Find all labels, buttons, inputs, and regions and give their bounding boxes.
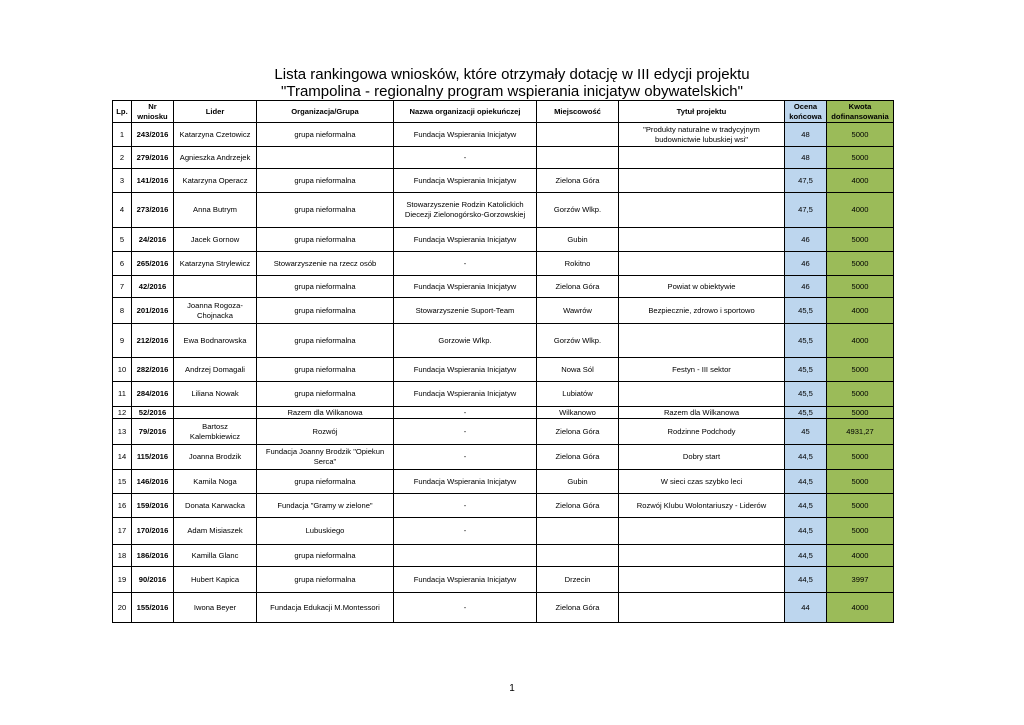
page-number: 1	[509, 683, 515, 694]
cell-lp: 3	[113, 169, 132, 193]
cell-lider: Katarzyna Strylewicz	[174, 252, 257, 276]
table-row	[113, 252, 894, 276]
cell-nr: 155/2016	[132, 593, 174, 623]
cell-lp: 11	[113, 382, 132, 407]
cell-lider: Adam Misiaszek	[174, 518, 257, 545]
cell-nr: 279/2016	[132, 147, 174, 169]
cell-kwota: 5000	[827, 123, 894, 147]
cell-opiekuncza: -	[394, 593, 537, 623]
cell-miejscowosc: Zielona Góra	[537, 593, 619, 623]
cell-lp: 15	[113, 470, 132, 494]
cell-ocena: 44,5	[785, 518, 827, 545]
table-row	[113, 358, 894, 382]
cell-tytul: "Produkty naturalne w tradycyjnym budownictwie lubuskiej wsi"	[619, 123, 785, 147]
cell-nr: 115/2016	[132, 445, 174, 470]
cell-lider: Ewa Bodnarowska	[174, 324, 257, 358]
cell-nr: 273/2016	[132, 193, 174, 228]
cell-ocena: 47,5	[785, 193, 827, 228]
cell-kwota: 3997	[827, 567, 894, 593]
cell-tytul	[619, 147, 785, 169]
cell-kwota: 5000	[827, 518, 894, 545]
cell-lider: Anna Butrym	[174, 193, 257, 228]
table-row	[113, 123, 894, 147]
table-row	[113, 298, 894, 324]
cell-opiekuncza: -	[394, 419, 537, 445]
cell-organizacja: grupa nieformalna	[257, 123, 394, 147]
cell-opiekuncza: Fundacja Wspierania Inicjatyw	[394, 169, 537, 193]
cell-lider: Kamilla Glanc	[174, 545, 257, 567]
cell-organizacja: Rozwój	[257, 419, 394, 445]
cell-miejscowosc: Gubin	[537, 228, 619, 252]
cell-lp: 10	[113, 358, 132, 382]
cell-lp: 20	[113, 593, 132, 623]
cell-miejscowosc: Nowa Sól	[537, 358, 619, 382]
cell-ocena: 44,5	[785, 445, 827, 470]
cell-ocena: 45,5	[785, 358, 827, 382]
header-opiekuncza: Nazwa organizacji opiekuńczej	[394, 101, 537, 123]
cell-opiekuncza: -	[394, 407, 537, 419]
cell-kwota: 5000	[827, 228, 894, 252]
cell-tytul: Razem dla Wilkanowa	[619, 407, 785, 419]
cell-opiekuncza: -	[394, 147, 537, 169]
cell-organizacja: Fundacja Joanny Brodzik "Opiekun Serca"	[257, 445, 394, 470]
cell-tytul: Bezpiecznie, zdrowo i sportowo	[619, 298, 785, 324]
cell-kwota: 5000	[827, 252, 894, 276]
cell-ocena: 46	[785, 252, 827, 276]
cell-nr: 146/2016	[132, 470, 174, 494]
cell-nr: 265/2016	[132, 252, 174, 276]
cell-miejscowosc	[537, 147, 619, 169]
cell-opiekuncza: Fundacja Wspierania Inicjatyw	[394, 567, 537, 593]
cell-tytul: Powiat w obiektywie	[619, 276, 785, 298]
header-nr: Nr wniosku	[132, 101, 174, 123]
cell-opiekuncza: Fundacja Wspierania Inicjatyw	[394, 358, 537, 382]
cell-lider: Iwona Beyer	[174, 593, 257, 623]
table-row	[113, 147, 894, 169]
cell-nr: 52/2016	[132, 407, 174, 419]
cell-organizacja	[257, 147, 394, 169]
cell-ocena: 45,5	[785, 298, 827, 324]
header-miejscowosc: Miejscowość	[537, 101, 619, 123]
table-row	[113, 169, 894, 193]
cell-lider: Katarzyna Czetowicz	[174, 123, 257, 147]
cell-tytul	[619, 567, 785, 593]
cell-organizacja: grupa nieformalna	[257, 276, 394, 298]
cell-lp: 7	[113, 276, 132, 298]
table-row	[113, 382, 894, 407]
header-lp: Lp.	[113, 101, 132, 123]
cell-miejscowosc: Zielona Góra	[537, 419, 619, 445]
cell-lider	[174, 407, 257, 419]
cell-tytul	[619, 518, 785, 545]
cell-ocena: 45,5	[785, 382, 827, 407]
cell-kwota: 5000	[827, 382, 894, 407]
cell-opiekuncza: -	[394, 252, 537, 276]
cell-organizacja: grupa nieformalna	[257, 193, 394, 228]
cell-lider: Jacek Gornow	[174, 228, 257, 252]
cell-lp: 13	[113, 419, 132, 445]
cell-kwota: 5000	[827, 494, 894, 518]
table-row	[113, 228, 894, 252]
cell-organizacja: grupa nieformalna	[257, 324, 394, 358]
cell-lider: Andrzej Domagali	[174, 358, 257, 382]
cell-lp: 4	[113, 193, 132, 228]
cell-nr: 243/2016	[132, 123, 174, 147]
cell-nr: 282/2016	[132, 358, 174, 382]
cell-ocena: 45,5	[785, 407, 827, 419]
cell-lp: 9	[113, 324, 132, 358]
cell-kwota: 4000	[827, 169, 894, 193]
cell-miejscowosc: Zielona Góra	[537, 169, 619, 193]
table-row	[113, 518, 894, 545]
cell-nr: 24/2016	[132, 228, 174, 252]
document-title-line1: Lista rankingowa wniosków, które otrzymały dotację w III edycji projektu	[274, 66, 750, 83]
cell-kwota: 4000	[827, 298, 894, 324]
cell-ocena: 48	[785, 147, 827, 169]
cell-organizacja: Lubuskiego	[257, 518, 394, 545]
cell-ocena: 46	[785, 276, 827, 298]
table-row	[113, 494, 894, 518]
cell-opiekuncza: Fundacja Wspierania Inicjatyw	[394, 123, 537, 147]
cell-miejscowosc: Gorzów Wlkp.	[537, 324, 619, 358]
cell-opiekuncza: -	[394, 445, 537, 470]
cell-organizacja: Stowarzyszenie na rzecz osób	[257, 252, 394, 276]
cell-organizacja: grupa nieformalna	[257, 169, 394, 193]
cell-organizacja: grupa nieformalna	[257, 567, 394, 593]
cell-tytul: Rodzinne Podchody	[619, 419, 785, 445]
cell-opiekuncza: Stowarzyszenie Rodzin Katolickich Diecezji Zielonogórsko-Gorzowskiej	[394, 193, 537, 228]
cell-lp: 12	[113, 407, 132, 419]
cell-tytul	[619, 252, 785, 276]
header-ocena: Ocena końcowa	[785, 101, 827, 123]
cell-kwota: 4000	[827, 324, 894, 358]
cell-lider: Kamila Noga	[174, 470, 257, 494]
cell-kwota: 5000	[827, 445, 894, 470]
cell-opiekuncza: Fundacja Wspierania Inicjatyw	[394, 228, 537, 252]
cell-ocena: 44,5	[785, 470, 827, 494]
table-row	[113, 276, 894, 298]
cell-nr: 42/2016	[132, 276, 174, 298]
cell-lider: Hubert Kapica	[174, 567, 257, 593]
table-row	[113, 193, 894, 228]
header-kwota: Kwota dofinansowania	[827, 101, 894, 123]
cell-miejscowosc: Gubin	[537, 470, 619, 494]
cell-nr: 90/2016	[132, 567, 174, 593]
table-row	[113, 445, 894, 470]
cell-kwota: 5000	[827, 276, 894, 298]
cell-miejscowosc: Drzecin	[537, 567, 619, 593]
cell-tytul	[619, 193, 785, 228]
cell-ocena: 44,5	[785, 567, 827, 593]
table-row	[113, 470, 894, 494]
cell-ocena: 48	[785, 123, 827, 147]
table-header-row	[113, 101, 894, 123]
cell-opiekuncza: Stowarzyszenie Suport-Team	[394, 298, 537, 324]
cell-lider: Katarzyna Operacz	[174, 169, 257, 193]
cell-opiekuncza: Fundacja Wspierania Inicjatyw	[394, 276, 537, 298]
cell-nr: 159/2016	[132, 494, 174, 518]
cell-kwota: 5000	[827, 470, 894, 494]
cell-lp: 8	[113, 298, 132, 324]
cell-miejscowosc: Rokitno	[537, 252, 619, 276]
header-tytul: Tytuł projektu	[619, 101, 785, 123]
cell-opiekuncza: Fundacja Wspierania Inicjatyw	[394, 382, 537, 407]
cell-miejscowosc	[537, 518, 619, 545]
cell-organizacja: grupa nieformalna	[257, 470, 394, 494]
cell-miejscowosc: Lubiatów	[537, 382, 619, 407]
cell-lp: 6	[113, 252, 132, 276]
cell-lider: Joanna Brodzik	[174, 445, 257, 470]
cell-organizacja: Razem dla Wilkanowa	[257, 407, 394, 419]
cell-organizacja: Fundacja "Gramy w zielone"	[257, 494, 394, 518]
cell-organizacja: grupa nieformalna	[257, 298, 394, 324]
cell-opiekuncza: -	[394, 494, 537, 518]
cell-kwota: 4000	[827, 193, 894, 228]
cell-lp: 17	[113, 518, 132, 545]
cell-miejscowosc: Zielona Góra	[537, 445, 619, 470]
cell-ocena: 46	[785, 228, 827, 252]
cell-lp: 5	[113, 228, 132, 252]
cell-miejscowosc: Zielona Góra	[537, 276, 619, 298]
table-row	[113, 419, 894, 445]
cell-nr: 79/2016	[132, 419, 174, 445]
table-row	[113, 407, 894, 419]
cell-ocena: 45	[785, 419, 827, 445]
cell-opiekuncza: -	[394, 518, 537, 545]
document-title-line2: "Trampolina - regionalny program wspierania inicjatyw obywatelskich"	[281, 83, 743, 100]
header-lider: Lider	[174, 101, 257, 123]
table-row	[113, 545, 894, 567]
cell-organizacja: Fundacja Edukacji M.Montessori	[257, 593, 394, 623]
cell-tytul	[619, 545, 785, 567]
cell-organizacja: grupa nieformalna	[257, 545, 394, 567]
cell-opiekuncza	[394, 545, 537, 567]
cell-tytul: W sieci czas szybko leci	[619, 470, 785, 494]
table-body	[113, 123, 894, 623]
cell-kwota: 5000	[827, 147, 894, 169]
table-row	[113, 593, 894, 623]
cell-miejscowosc: Wawrów	[537, 298, 619, 324]
cell-lider: Donata Karwacka	[174, 494, 257, 518]
cell-ocena: 45,5	[785, 324, 827, 358]
cell-lider: Liliana Nowak	[174, 382, 257, 407]
header-organizacja: Organizacja/Grupa	[257, 101, 394, 123]
ranking-table	[112, 100, 894, 623]
cell-nr: 212/2016	[132, 324, 174, 358]
cell-kwota: 5000	[827, 358, 894, 382]
cell-organizacja: grupa nieformalna	[257, 358, 394, 382]
cell-kwota: 5000	[827, 407, 894, 419]
cell-miejscowosc: Zielona Góra	[537, 494, 619, 518]
cell-ocena: 47,5	[785, 169, 827, 193]
cell-lider: Agnieszka Andrzejek	[174, 147, 257, 169]
cell-organizacja: grupa nieformalna	[257, 382, 394, 407]
cell-miejscowosc: Gorzów Wlkp.	[537, 193, 619, 228]
cell-opiekuncza: Gorzowie Wlkp.	[394, 324, 537, 358]
cell-ocena: 44	[785, 593, 827, 623]
table-row	[113, 567, 894, 593]
cell-lp: 18	[113, 545, 132, 567]
cell-tytul	[619, 169, 785, 193]
cell-nr: 284/2016	[132, 382, 174, 407]
cell-nr: 170/2016	[132, 518, 174, 545]
cell-lp: 2	[113, 147, 132, 169]
cell-nr: 141/2016	[132, 169, 174, 193]
table-row	[113, 324, 894, 358]
cell-lp: 14	[113, 445, 132, 470]
cell-ocena: 44,5	[785, 494, 827, 518]
cell-lider: Bartosz Kalembkiewicz	[174, 419, 257, 445]
cell-kwota: 4931,27	[827, 419, 894, 445]
cell-nr: 201/2016	[132, 298, 174, 324]
cell-tytul	[619, 593, 785, 623]
cell-opiekuncza: Fundacja Wspierania Inicjatyw	[394, 470, 537, 494]
cell-tytul: Rozwój Klubu Wolontariuszy - Liderów	[619, 494, 785, 518]
cell-kwota: 4000	[827, 593, 894, 623]
cell-kwota: 4000	[827, 545, 894, 567]
cell-nr: 186/2016	[132, 545, 174, 567]
cell-lp: 16	[113, 494, 132, 518]
cell-tytul: Festyn - III sektor	[619, 358, 785, 382]
cell-miejscowosc: Wilkanowo	[537, 407, 619, 419]
cell-tytul	[619, 228, 785, 252]
cell-organizacja: grupa nieformalna	[257, 228, 394, 252]
cell-tytul	[619, 324, 785, 358]
cell-miejscowosc	[537, 123, 619, 147]
cell-tytul	[619, 382, 785, 407]
cell-miejscowosc	[537, 545, 619, 567]
cell-tytul: Dobry start	[619, 445, 785, 470]
cell-lp: 19	[113, 567, 132, 593]
cell-ocena: 44,5	[785, 545, 827, 567]
cell-lp: 1	[113, 123, 132, 147]
cell-lider: Joanna Rogoza-Chojnacka	[174, 298, 257, 324]
cell-lider	[174, 276, 257, 298]
